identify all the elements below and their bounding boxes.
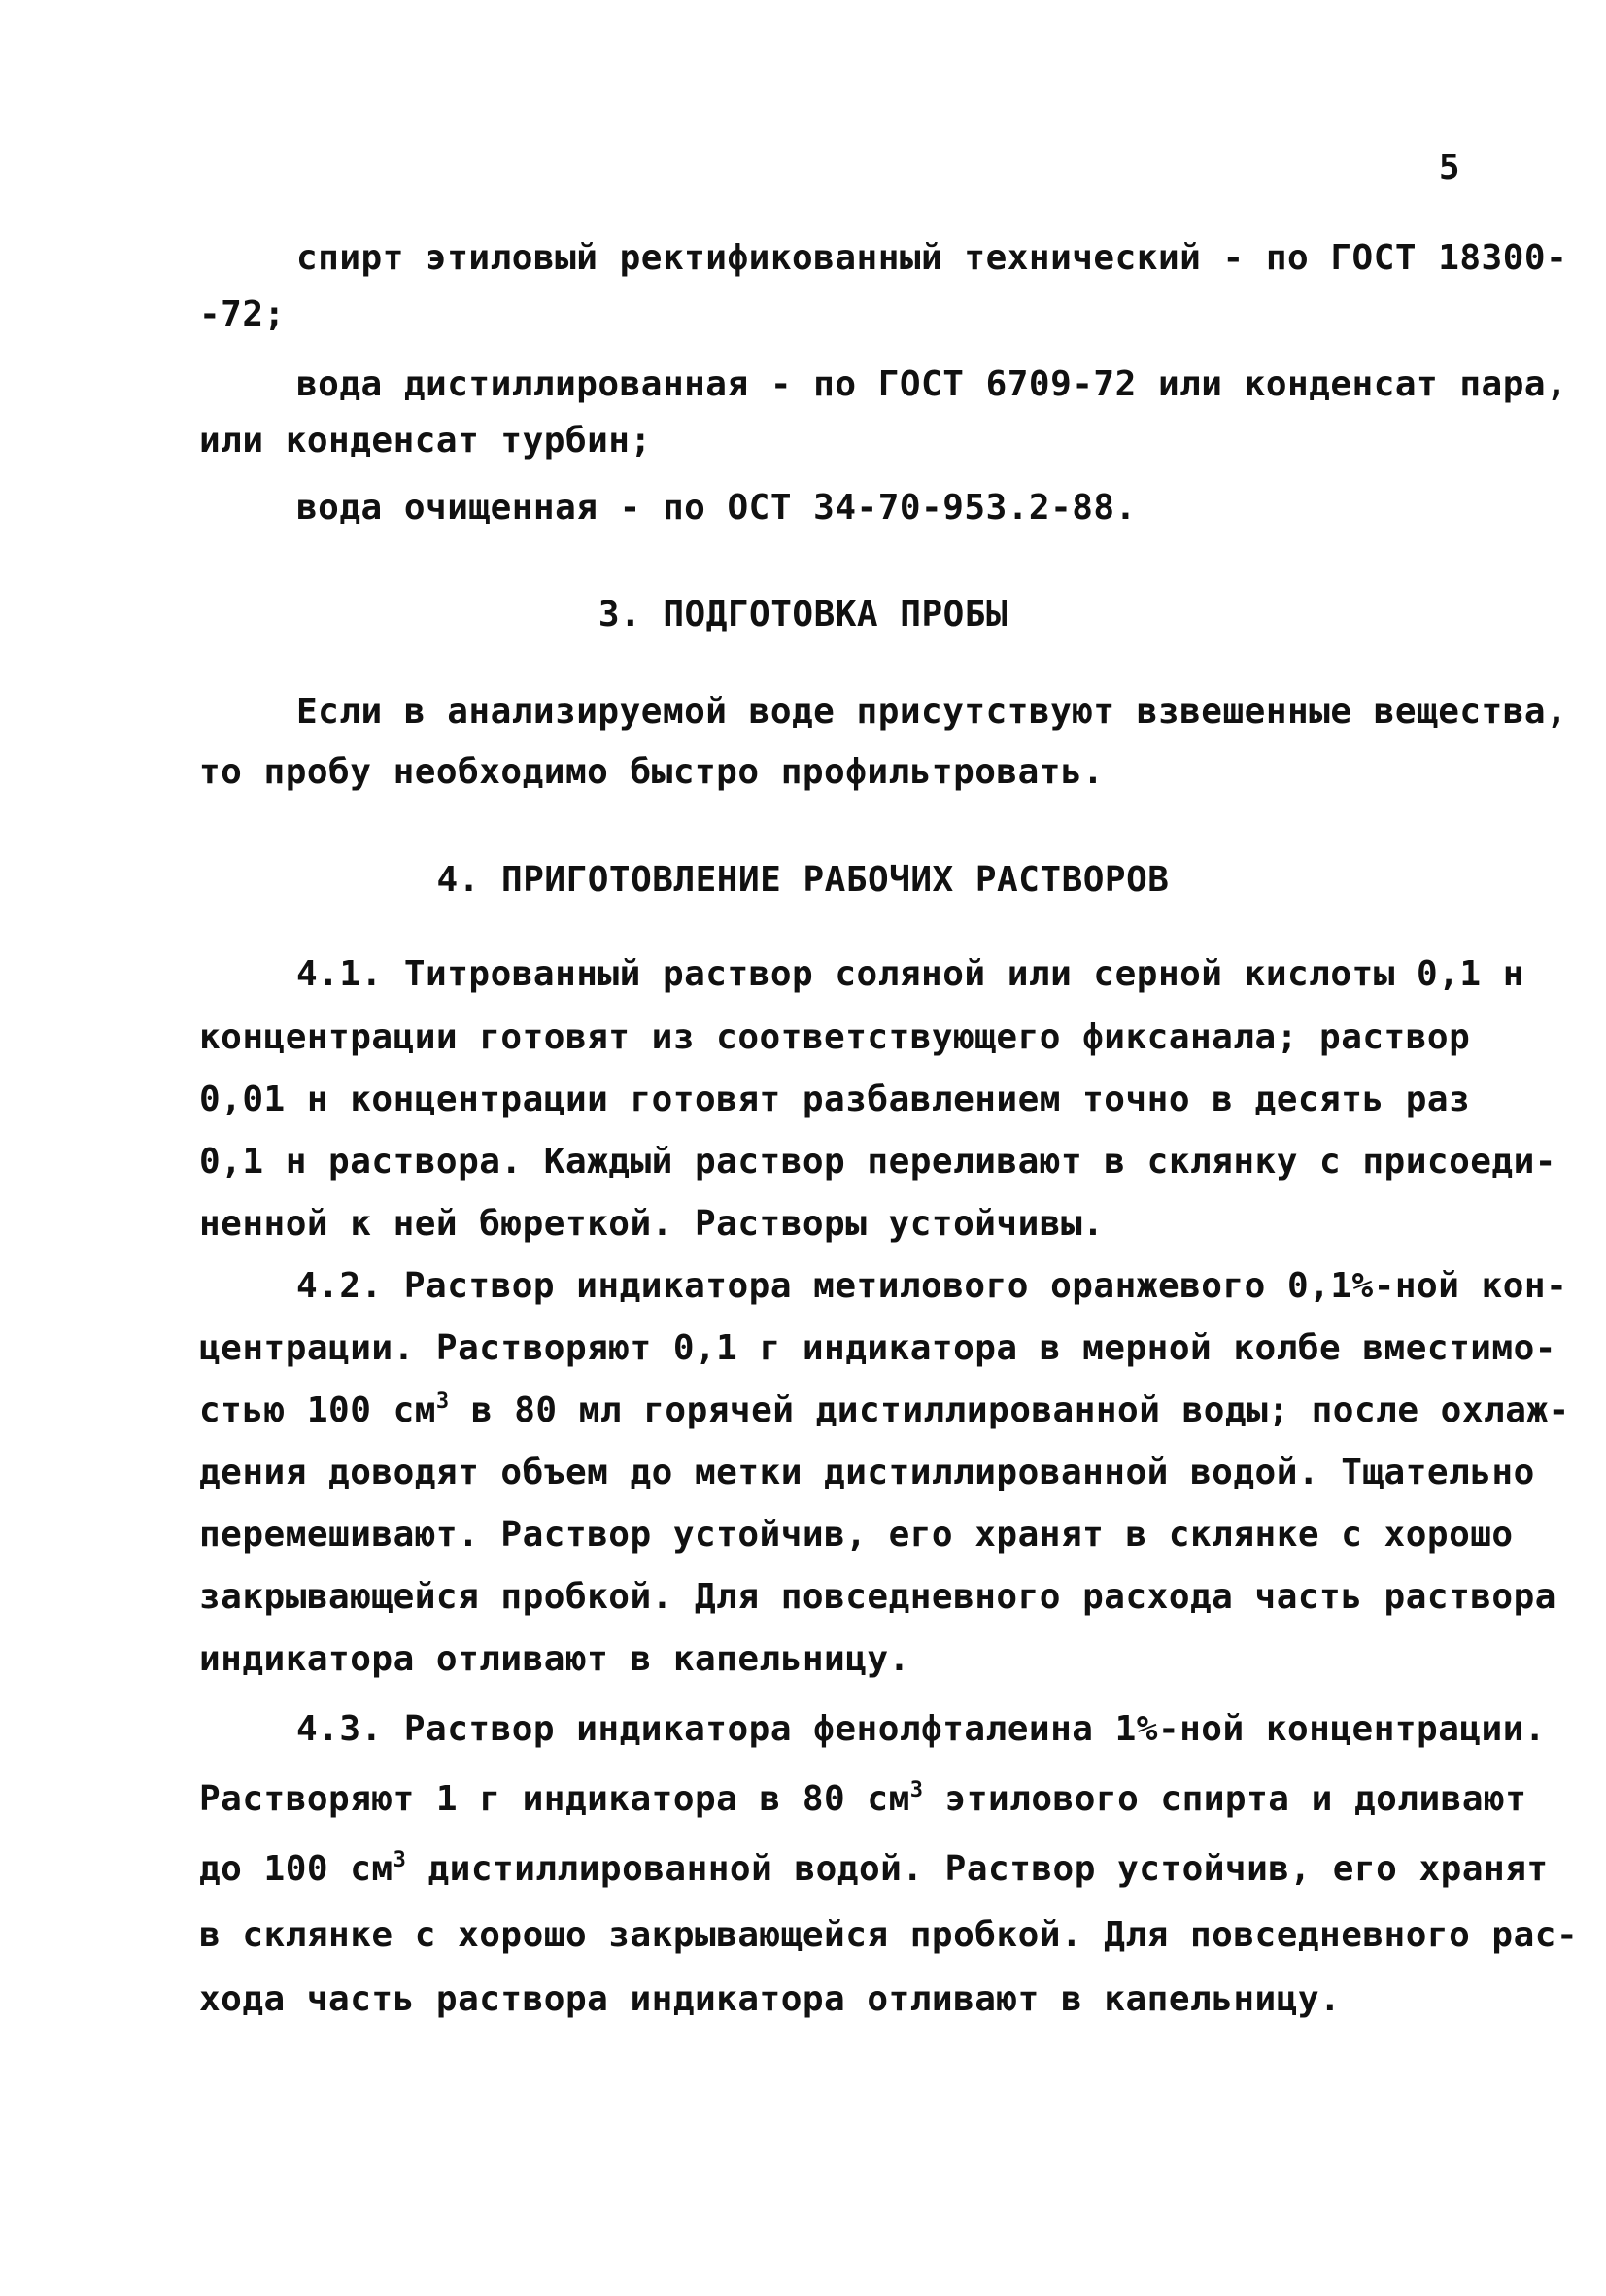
para-4-1-line-5: ненной к ней бюреткой. Растворы устойчивы. — [199, 1204, 1105, 1244]
section-3-heading: 3. ПОДГОТОВКА ПРОБЫ — [598, 595, 1008, 634]
superscript-3: 3 — [435, 1389, 450, 1414]
para-4-2-line-1: 4.2. Раствор индикатора метилового оранжевого 0,1%-ной кон- — [296, 1266, 1568, 1306]
para-4-2-line-7: индикатора отливают в капельницу. — [199, 1639, 910, 1679]
para-4-2-line-4: дения доводят объем до метки дистиллированной водой. Тщательно — [199, 1453, 1535, 1492]
superscript-3: 3 — [393, 1848, 407, 1872]
materials-item-1-line-2: -72; — [199, 294, 286, 334]
materials-item-2-line-1: вода дистиллированная - по ГОСТ 6709-72 или конденсат пара, — [296, 364, 1568, 404]
section-3-line-1: Если в анализируемой воде присутствуют взвешенные вещества, — [296, 692, 1568, 732]
section-4-heading: 4. ПРИГОТОВЛЕНИЕ РАБОЧИХ РАСТВОРОВ — [436, 860, 1170, 900]
para-4-1-line-4: 0,1 н раствора. Каждый раствор переливают в склянку с присоеди- — [199, 1142, 1556, 1182]
para-4-2-line-3: стью 100 $см^3$ в 80 мл горячей дистиллированной воды; после охлаж- — [199, 1389, 1570, 1430]
para-4-1-line-3: 0,01 н концентрации готовят разбавлением точно в десять раз — [199, 1079, 1471, 1119]
para-4-1-line-1: 4.1. Титрованный раствор соляной или серной кислоты 0,1 н — [296, 954, 1524, 994]
materials-item-2-line-2: или конденсат турбин; — [199, 421, 652, 461]
section-3-line-2: то пробу необходимо быстро профильтровать. — [199, 752, 1105, 792]
para-4-2-line-5: перемешивают. Раствор устойчив, его хранят в склянке с хорошо — [199, 1515, 1514, 1555]
para-4-1-line-2: концентрации готовят из соответствующего фиксанала; раствор — [199, 1017, 1471, 1057]
para-4-3-line-5: хода часть раствора индикатора отливают в капельницу. — [199, 1979, 1342, 2019]
materials-item-3-line-1: вода очищенная - по ОСТ 34-70-953.2-88. — [296, 488, 1137, 528]
para-4-3-line-1: 4.3. Раствор индикатора фенолфталеина 1%-ной концентрации. — [296, 1709, 1547, 1749]
para-4-3-line-4: в склянке с хорошо закрывающейся пробкой. Для повседневного рас- — [199, 1915, 1579, 1955]
superscript-3: 3 — [909, 1778, 924, 1802]
page-number: 5 — [1438, 148, 1460, 188]
para-4-2-line-2: центрации. Растворяют 0,1 г индикатора в мерной колбе вместимо- — [199, 1328, 1556, 1368]
para-4-3-line-2: Растворяют 1 г индикатора в 80 $см^3$ этилового спирта и доливают — [199, 1778, 1527, 1819]
para-4-3-line-3: до 100 $см^3$ дистиллированной водой. Раствор устойчив, его хранят — [199, 1848, 1549, 1889]
materials-item-1-line-1: спирт этиловый ректификованный технический - по ГОСТ 18300- — [296, 238, 1568, 278]
para-4-2-line-6: закрывающейся пробкой. Для повседневного расхода часть раствора — [199, 1577, 1556, 1617]
